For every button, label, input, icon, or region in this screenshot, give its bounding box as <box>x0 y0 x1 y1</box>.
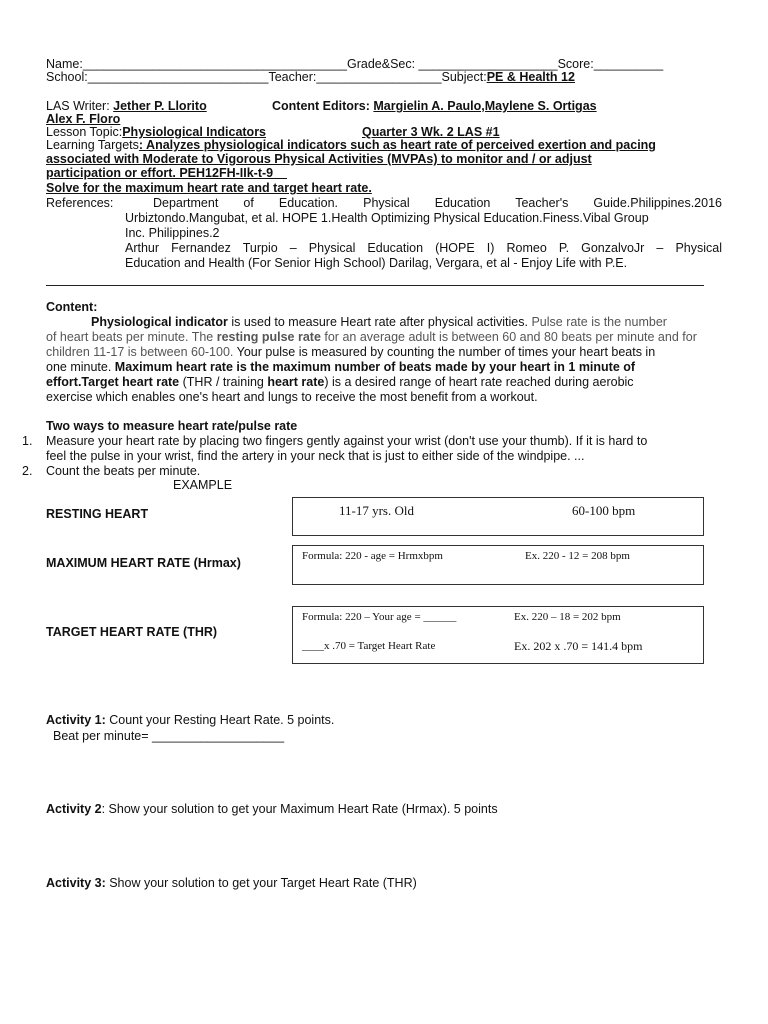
lesson-topic <box>46 125 266 139</box>
reference-line-1: Department of Education. Physical Education Teacher's Guide.Philippines.2016 <box>153 196 722 210</box>
learning-targets <box>46 138 656 152</box>
content-line-5 <box>46 375 634 389</box>
activity-3 <box>46 876 417 890</box>
writer-name: Jether P. Llorito <box>113 99 207 113</box>
activity-2 <box>46 802 498 816</box>
example-label: EXAMPLE <box>173 478 233 492</box>
content-line-6: exercise which enables one's heart and lungs to receive the most benefit from a workout. <box>46 390 538 404</box>
activity-1-label: Activity 1: <box>46 713 106 727</box>
heart-rate-term: heart rate <box>267 375 325 389</box>
school-teacher-subject-fields: School:__________________________Teacher:__________________Subject: <box>46 70 487 84</box>
targets-line-3: participation or effort. PEH12FH-IIk-t-9 <box>46 166 287 180</box>
list-item-1-line-2: feel the pulse in your wrist, find the artery in your neck that is just to either side of the windpipe. ... <box>46 449 585 463</box>
content-text: is used to measure Heart rate after physical activities. <box>227 315 532 329</box>
content-text: one minute. <box>46 360 115 374</box>
reference-line-5: Education and Health (For Senior High School) Darilag, Vergara, et al - Enjoy Life with P.E. <box>125 256 628 270</box>
list-number-2: 2. <box>22 464 33 478</box>
maximum-heart-rate-definition: Maximum heart rate is the maximum number of beats made by your heart in 1 minute of <box>114 360 636 374</box>
content-text-gray: children 11-17 is between 60-100. <box>46 345 237 359</box>
resting-bpm-range: 60-100 bpm <box>572 503 636 518</box>
targets-label: Learning Targets <box>46 138 139 152</box>
content-text-gray: for an average adult is between 60 and 80 beats per minute and for <box>320 330 697 344</box>
content-text: (THR / training <box>179 375 268 389</box>
las-writer <box>46 99 207 113</box>
content-line-1 <box>91 315 667 329</box>
section-divider <box>46 285 704 286</box>
references-label: References: <box>46 196 114 210</box>
editors-names: Margielin A. Paulo,Maylene S. Ortigas <box>373 99 597 113</box>
content-text-gray: of heart beats per minute. The <box>46 330 217 344</box>
subject-value: PE & Health 12 <box>486 70 575 84</box>
activity-3-text: Show your solution to get your Target Heart Rate (THR) <box>105 876 417 890</box>
reference-line-4: Arthur Fernandez Turpio – Physical Education (HOPE I) Romeo P. GonzalvoJr – Physical <box>125 241 722 255</box>
header-school-line <box>46 70 575 84</box>
thr-formula: Formula: 220 – Your age = ______ <box>302 611 457 623</box>
physiological-indicator-term: Physiological indicator <box>91 315 228 329</box>
beat-per-minute-field[interactable]: Beat per minute= ___________________ <box>53 729 285 743</box>
targets-line-1: : Analyzes physiological indicators such as heart rate of perceived exertion and pacing <box>138 138 656 152</box>
editors-label: Content Editors: <box>272 99 374 113</box>
list-item-2: Count the beats per minute. <box>46 464 201 478</box>
content-line-2 <box>46 330 697 344</box>
targets-line-2: associated with Moderate to Vigorous Physical Activities (MVPAs) to monitor and / or adjust <box>46 152 592 166</box>
writer-name-2: Alex F. Floro <box>46 112 121 126</box>
content-line-4 <box>46 360 635 374</box>
quarter-info: Quarter 3 Wk. 2 LAS #1 <box>362 125 500 139</box>
target-heart-rate-box <box>292 606 704 664</box>
content-heading: Content: <box>46 300 98 314</box>
list-item-1-line-1: Measure your heart rate by placing two fingers gently against your wrist (don't use your thumb). If it is hard to <box>46 434 648 448</box>
thr-formula-2: ____x .70 = Target Heart Rate <box>302 640 436 652</box>
reference-line-2: Urbiztondo.Mangubat, et al. HOPE 1.Health Optimizing Physical Education.Finess.Vibal Group <box>125 211 649 225</box>
resting-age-range: 11-17 yrs. Old <box>339 503 414 518</box>
content-editors <box>272 99 597 113</box>
topic-value: Physiological Indicators <box>122 125 267 139</box>
pulse-rate-definition: Pulse rate is the number <box>531 315 667 329</box>
thr-example-2: Ex. 202 x .70 = 141.4 bpm <box>514 639 643 653</box>
activity-1-text: Count your Resting Heart Rate. 5 points. <box>105 713 335 727</box>
thr-example-1: Ex. 220 – 18 = 202 bpm <box>514 611 621 623</box>
activity-2-label: Activity 2 <box>46 802 102 816</box>
max-heart-rate-box <box>292 545 704 585</box>
resting-pulse-rate-term: resting pulse rate <box>216 330 321 344</box>
content-text: ) is a desired range of heart rate reached during aerobic <box>324 375 634 389</box>
two-ways-heading: Two ways to measure heart rate/pulse rate <box>46 419 298 433</box>
content-line-3 <box>46 345 655 359</box>
list-number-1: 1. <box>22 434 33 448</box>
topic-label: Lesson Topic: <box>46 125 123 139</box>
activity-2-text: : Show your solution to get your Maximum Heart Rate (Hrmax). 5 points <box>101 802 498 816</box>
target-heart-rate-term: effort.Target heart rate <box>46 375 180 389</box>
content-text: Your pulse is measured by counting the number of times your heart beats in <box>236 345 656 359</box>
reference-line-3: Inc. Philippines.2 <box>125 226 220 240</box>
max-formula: Formula: 220 - age = Hrmxbpm <box>302 550 443 562</box>
activity-1 <box>46 713 334 727</box>
max-example: Ex. 220 - 12 = 208 bpm <box>525 550 630 562</box>
resting-heart-box <box>292 497 704 536</box>
targets-line-4: Solve for the maximum heart rate and target heart rate. <box>46 181 372 195</box>
target-heart-rate-label: TARGET HEART RATE (THR) <box>46 625 218 639</box>
header-name-line: Name:______________________________________Grade&Sec: ____________________Score:__________ <box>46 57 664 71</box>
resting-heart-label: RESTING HEART <box>46 507 149 521</box>
activity-3-label: Activity 3: <box>46 876 106 890</box>
max-heart-rate-label: MAXIMUM HEART RATE (Hrmax) <box>46 556 241 570</box>
writer-label: LAS Writer: <box>46 99 114 113</box>
